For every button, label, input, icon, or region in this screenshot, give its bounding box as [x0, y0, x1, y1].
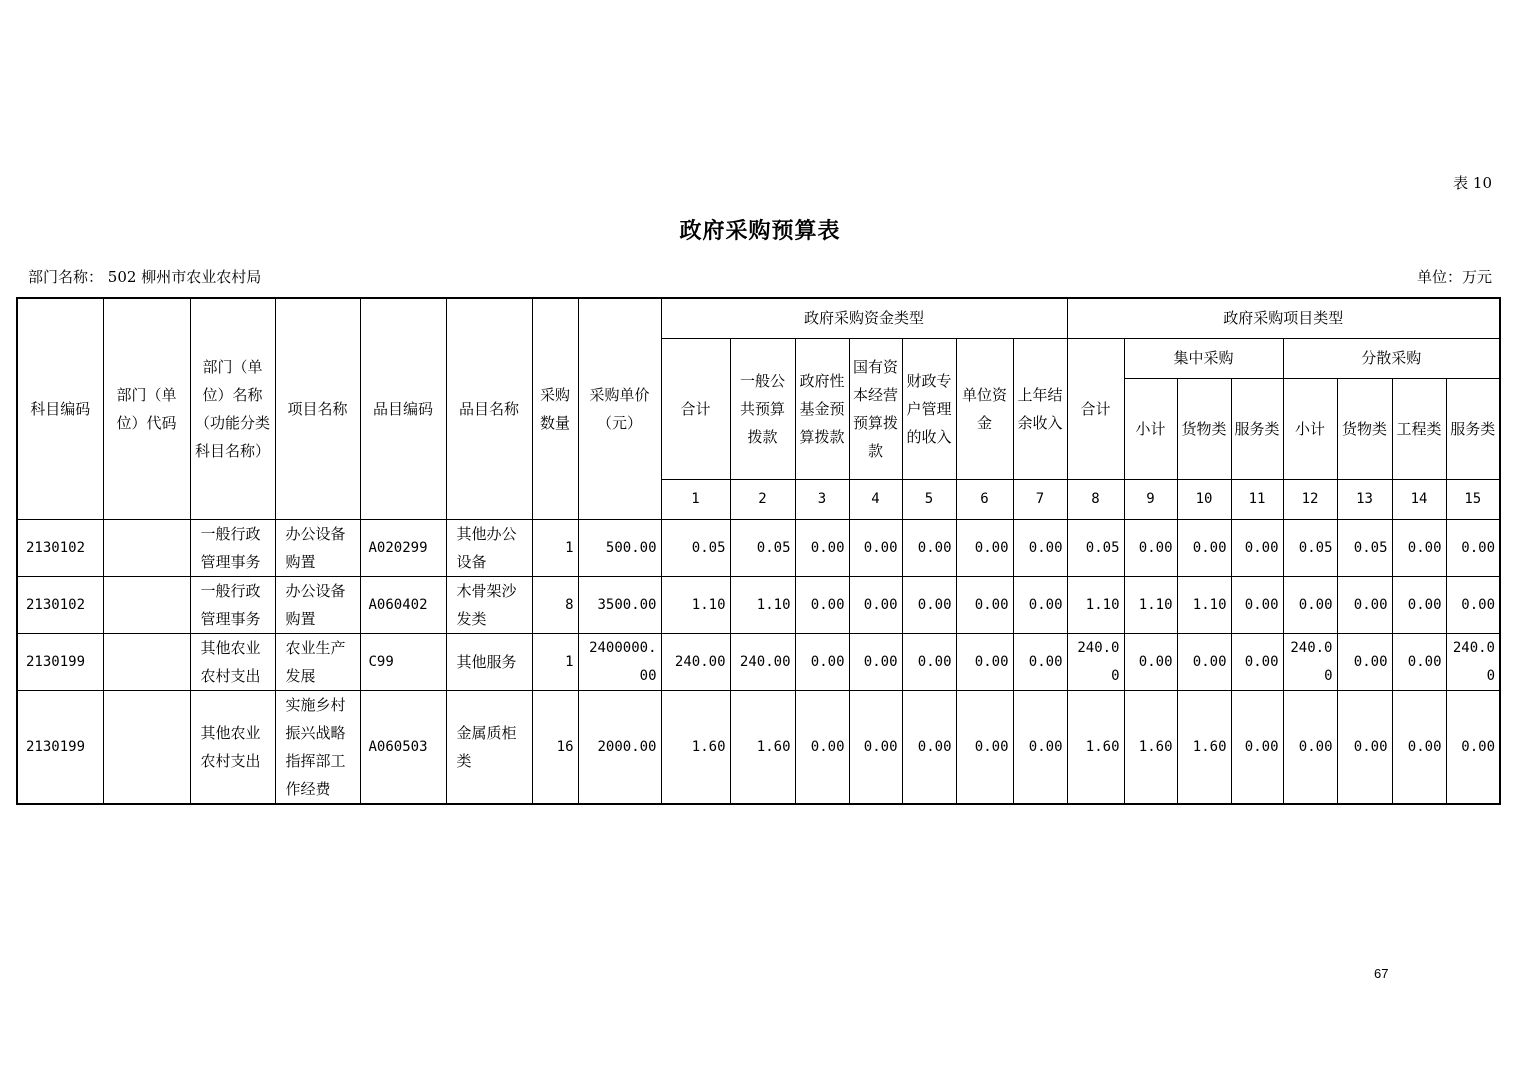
amount-cell-col-6: 0.00 — [956, 576, 1013, 633]
header-dispersed-works: 工程类 — [1392, 378, 1446, 479]
amount-cell-col-4: 0.00 — [849, 690, 902, 804]
column-number: 11 — [1231, 479, 1283, 519]
amount-cell-col-1: 1.10 — [661, 576, 730, 633]
header-subject-code: 科目编码 — [17, 298, 103, 519]
amount-cell-col-4: 0.00 — [849, 519, 902, 576]
header-gov-fund-budget: 政府性基金预算拨款 — [795, 338, 849, 479]
header-prior-balance: 上年结余收入 — [1013, 338, 1067, 479]
column-number: 4 — [849, 479, 902, 519]
amount-cell-col-10: 0.00 — [1177, 519, 1231, 576]
amount-cell-col-15: 240.00 — [1446, 633, 1500, 690]
amount-cell-col-1: 0.05 — [661, 519, 730, 576]
item-name-cell: 金属质柜类 — [446, 690, 532, 804]
item-code-cell: A020299 — [360, 519, 446, 576]
header-project-total: 合计 — [1067, 338, 1124, 479]
project-name-cell: 农业生产发展 — [275, 633, 360, 690]
amount-cell-col-14: 0.00 — [1392, 519, 1446, 576]
amount-cell-col-1: 1.60 — [661, 690, 730, 804]
page-number: 67 — [1374, 966, 1389, 981]
amount-cell-col-11: 0.00 — [1231, 690, 1283, 804]
amount-cell-col-4: 0.00 — [849, 576, 902, 633]
column-number: 2 — [730, 479, 795, 519]
amount-cell-col-13: 0.00 — [1337, 633, 1392, 690]
quantity-cell: 8 — [532, 576, 578, 633]
amount-cell-col-6: 0.00 — [956, 690, 1013, 804]
header-dispersed-services: 服务类 — [1446, 378, 1500, 479]
amount-cell-col-3: 0.00 — [795, 690, 849, 804]
header-general-budget: 一般公共预算拨款 — [730, 338, 795, 479]
subject-code-cell: 2130199 — [17, 690, 103, 804]
amount-cell-col-6: 0.00 — [956, 633, 1013, 690]
amount-cell-col-7: 0.00 — [1013, 690, 1067, 804]
dept-code-cell — [103, 576, 190, 633]
subject-code-cell: 2130102 — [17, 519, 103, 576]
project-name-cell: 实施乡村振兴战略指挥部工作经费 — [275, 690, 360, 804]
amount-cell-col-8: 1.10 — [1067, 576, 1124, 633]
amount-cell-col-11: 0.00 — [1231, 519, 1283, 576]
amount-cell-col-11: 0.00 — [1231, 576, 1283, 633]
header-dept-name: 部门（单位）名称（功能分类科目名称） — [190, 298, 275, 519]
header-project-type-group: 政府采购项目类型 — [1067, 298, 1500, 338]
amount-cell-col-15: 0.00 — [1446, 519, 1500, 576]
amount-cell-col-7: 0.00 — [1013, 576, 1067, 633]
amount-cell-col-14: 0.00 — [1392, 633, 1446, 690]
header-dept-code: 部门（单位）代码 — [103, 298, 190, 519]
unit-price-cell: 2400000.00 — [578, 633, 661, 690]
dept-code-cell — [103, 633, 190, 690]
amount-cell-col-13: 0.00 — [1337, 690, 1392, 804]
amount-cell-col-8: 1.60 — [1067, 690, 1124, 804]
dept-code-cell — [103, 519, 190, 576]
unit-price-cell: 500.00 — [578, 519, 661, 576]
header-dispersed-subtotal: 小计 — [1283, 378, 1337, 479]
column-number: 8 — [1067, 479, 1124, 519]
header-central-group: 集中采购 — [1124, 338, 1283, 378]
column-number: 5 — [902, 479, 956, 519]
table-row — [17, 690, 1500, 804]
header-dispersed-goods: 货物类 — [1337, 378, 1392, 479]
header-fund-type-group: 政府采购资金类型 — [661, 298, 1067, 338]
item-name-cell: 其他办公设备 — [446, 519, 532, 576]
header-dispersed-group: 分散采购 — [1283, 338, 1500, 378]
amount-cell-col-14: 0.00 — [1392, 690, 1446, 804]
amount-cell-col-9: 1.10 — [1124, 576, 1177, 633]
amount-cell-col-4: 0.00 — [849, 633, 902, 690]
table-row — [17, 576, 1500, 633]
department-line — [28, 266, 261, 287]
dept-name-cell: 一般行政管理事务 — [190, 576, 275, 633]
amount-cell-col-8: 0.05 — [1067, 519, 1124, 576]
header-project-name: 项目名称 — [275, 298, 360, 519]
amount-cell-col-5: 0.00 — [902, 690, 956, 804]
header-item-name: 品目名称 — [446, 298, 532, 519]
amount-cell-col-12: 240.00 — [1283, 633, 1337, 690]
amount-cell-col-2: 240.00 — [730, 633, 795, 690]
table-header — [17, 298, 1500, 519]
header-central-subtotal: 小计 — [1124, 378, 1177, 479]
amount-cell-col-12: 0.00 — [1283, 576, 1337, 633]
table-number: 表 10 — [1453, 174, 1492, 192]
column-number: 1 — [661, 479, 730, 519]
quantity-cell: 1 — [532, 633, 578, 690]
header-central-services: 服务类 — [1231, 378, 1283, 479]
header-unit-price: 采购单价（元） — [578, 298, 661, 519]
column-number: 3 — [795, 479, 849, 519]
amount-cell-col-9: 0.00 — [1124, 519, 1177, 576]
header-fund-total: 合计 — [661, 338, 730, 479]
column-number: 7 — [1013, 479, 1067, 519]
unit-label: 单位：万元 — [1416, 268, 1492, 286]
amount-cell-col-7: 0.00 — [1013, 519, 1067, 576]
amount-cell-col-13: 0.00 — [1337, 576, 1392, 633]
amount-cell-col-14: 0.00 — [1392, 576, 1446, 633]
amount-cell-col-5: 0.00 — [902, 519, 956, 576]
header-special-account: 财政专户管理的收入 — [902, 338, 956, 479]
amount-cell-col-15: 0.00 — [1446, 690, 1500, 804]
project-name-cell: 办公设备购置 — [275, 576, 360, 633]
item-name-cell: 其他服务 — [446, 633, 532, 690]
column-number: 12 — [1283, 479, 1337, 519]
page-title: 政府采购预算表 — [679, 218, 841, 244]
dept-code-cell — [103, 690, 190, 804]
subject-code-cell: 2130199 — [17, 633, 103, 690]
unit-price-cell: 3500.00 — [578, 576, 661, 633]
dept-name-cell: 其他农业农村支出 — [190, 633, 275, 690]
amount-cell-col-3: 0.00 — [795, 576, 849, 633]
item-name-cell: 木骨架沙发类 — [446, 576, 532, 633]
column-number: 6 — [956, 479, 1013, 519]
amount-cell-col-8: 240.00 — [1067, 633, 1124, 690]
header-unit-fund: 单位资金 — [956, 338, 1013, 479]
amount-cell-col-7: 0.00 — [1013, 633, 1067, 690]
amount-cell-col-12: 0.05 — [1283, 519, 1337, 576]
amount-cell-col-15: 0.00 — [1446, 576, 1500, 633]
quantity-cell: 16 — [532, 690, 578, 804]
amount-cell-col-5: 0.00 — [902, 633, 956, 690]
item-code-cell: C99 — [360, 633, 446, 690]
column-number: 9 — [1124, 479, 1177, 519]
amount-cell-col-5: 0.00 — [902, 576, 956, 633]
column-number: 15 — [1446, 479, 1500, 519]
amount-cell-col-9: 1.60 — [1124, 690, 1177, 804]
table-row — [17, 519, 1500, 576]
amount-cell-col-10: 1.10 — [1177, 576, 1231, 633]
amount-cell-col-3: 0.00 — [795, 519, 849, 576]
column-number: 13 — [1337, 479, 1392, 519]
amount-cell-col-13: 0.05 — [1337, 519, 1392, 576]
amount-cell-col-9: 0.00 — [1124, 633, 1177, 690]
item-code-cell: A060402 — [360, 576, 446, 633]
amount-cell-col-2: 1.10 — [730, 576, 795, 633]
header-quantity: 采购数量 — [532, 298, 578, 519]
amount-cell-col-11: 0.00 — [1231, 633, 1283, 690]
amount-cell-col-6: 0.00 — [956, 519, 1013, 576]
item-code-cell: A060503 — [360, 690, 446, 804]
subject-code-cell: 2130102 — [17, 576, 103, 633]
header-item-code: 品目编码 — [360, 298, 446, 519]
amount-cell-col-2: 0.05 — [730, 519, 795, 576]
column-number: 10 — [1177, 479, 1231, 519]
amount-cell-col-2: 1.60 — [730, 690, 795, 804]
department-name: 502 柳州市农业农村局 — [107, 268, 262, 286]
quantity-cell: 1 — [532, 519, 578, 576]
amount-cell-col-10: 1.60 — [1177, 690, 1231, 804]
amount-cell-col-10: 0.00 — [1177, 633, 1231, 690]
procurement-budget-table — [16, 297, 1501, 805]
dept-name-cell: 其他农业农村支出 — [190, 690, 275, 804]
table-body — [17, 519, 1500, 804]
department-label: 部门名称： — [28, 268, 104, 286]
column-number: 14 — [1392, 479, 1446, 519]
header-central-goods: 货物类 — [1177, 378, 1231, 479]
amount-cell-col-12: 0.00 — [1283, 690, 1337, 804]
amount-cell-col-3: 0.00 — [795, 633, 849, 690]
dept-name-cell: 一般行政管理事务 — [190, 519, 275, 576]
unit-price-cell: 2000.00 — [578, 690, 661, 804]
project-name-cell: 办公设备购置 — [275, 519, 360, 576]
table-row — [17, 633, 1500, 690]
amount-cell-col-1: 240.00 — [661, 633, 730, 690]
header-state-capital-budget: 国有资本经营预算拨款 — [849, 338, 902, 479]
